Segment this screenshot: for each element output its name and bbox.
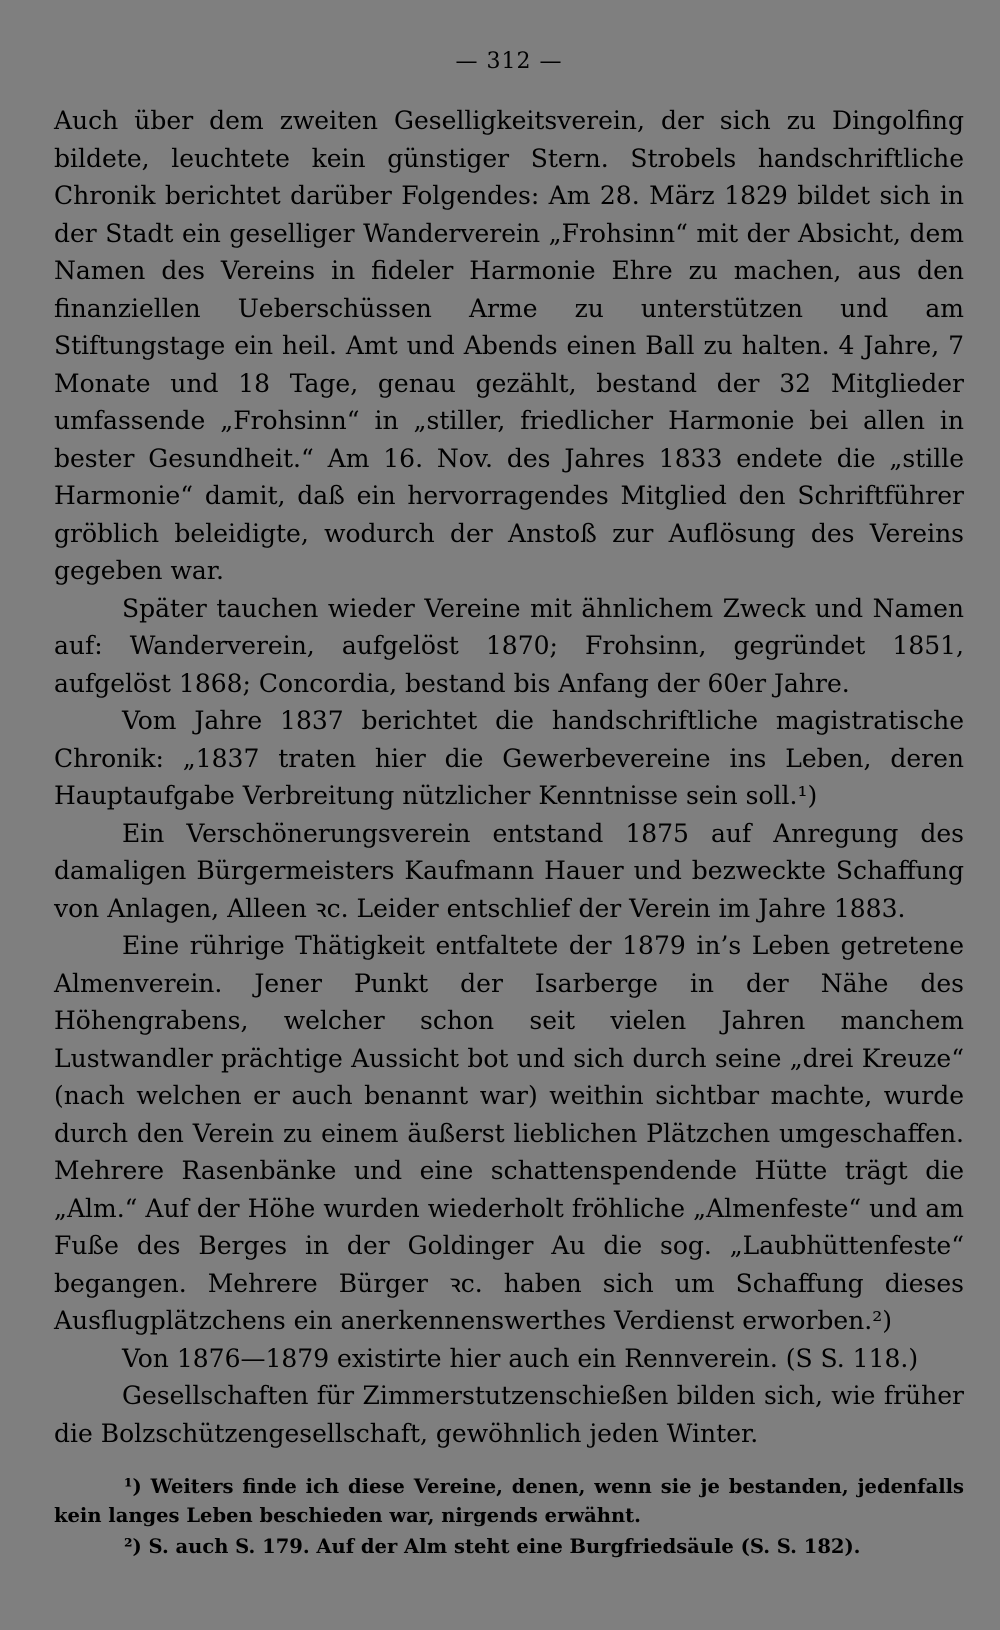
paragraph-gewerbevereine: Vom Jahre 1837 berichtet die handschriftliche magistratische Chronik: „1837 traten hier die Gewerbevereine ins Leben, deren Hauptaufgabe Verbreitung nützlicher Kenntnisse sein soll.¹)	[54, 706, 964, 810]
paragraph-zimmerstutzen: Gesellschaften für Zimmerstutzenschießen bilden sich, wie früher die Bolzschützengesellschaft, gewöhnlich jeden Winter.	[54, 1381, 964, 1448]
paragraph-later-societies: Später tauchen wieder Vereine mit ähnlichem Zweck und Namen auf: Wanderverein, aufgelöst 1870; Frohsinn, gegründet 1851, aufgelöst 1868; Concordia, bestand bis Anfang der 60er Jahre.	[54, 593, 964, 698]
paragraph-almenverein: Eine rührige Thätigkeit entfaltete der 1879 in’s Leben getretene Almenverein. Jener Punkt der Isarberge in der Nähe des Höhengrabens, welcher schon seit vielen Jahren manchem Lustwandler prächtige Aussicht bot und sich durch seine „drei Kreuze“ (nach welchen er auch benannt war) weithin sichtbar machte, wurde durch den Verein zu einem äußerst lieblichen Plätzchen umgeschaffen. Mehrere Rasenbänke und eine schattenspendende Hütte trägt die „Alm.“ Auf der Höhe wurden wiederholt fröhliche „Almenfeste“ und am Fuße des Berges in der Goldinger Au die sog. „Laubhüttenfeste“ begangen. Mehrere Bürger ꝛc. haben sich um Schaffung dieses Ausflugplätzchens ein anerkennenswerthes Verdienst erworben.²)	[54, 931, 964, 1335]
footnote-1: ¹) Weiters finde ich diese Vereine, denen, wenn sie je bestanden, jedenfalls kein langes Leben beschieden war, nirgends erwähnt.	[54, 1475, 964, 1527]
footnote-separator	[54, 1452, 964, 1472]
paragraph-rennverein: Von 1876—1879 existirte hier auch ein Rennverein. (S S. 118.)	[122, 1343, 919, 1373]
body-text	[54, 102, 964, 1452]
footnote-2: ²) S. auch S. 179. Auf der Alm steht eine Burgfriedsäule (S. S. 182).	[124, 1535, 861, 1558]
page-number: — 312 —	[455, 49, 563, 74]
footnotes	[54, 1472, 964, 1561]
paragraph-dingolfing-frohsinn: Auch über dem zweiten Geselligkeitsverein, der sich zu Dingolfing bildete, leuchtete kein günstiger Stern. Strobels handschriftliche Chronik berichtet darüber Folgendes: Am 28. März 1829 bildet sich in der Stadt ein geselliger Wanderverein „Frohsinn“ mit der Absicht, dem Namen des Vereins in fideler Harmonie Ehre zu machen, aus den finanziellen Ueberschüssen Arme zu unterstützen und am Stiftungstage ein heil. Amt und Abends einen Ball zu halten. 4 Jahre, 7 Monate und 18 Tage, genau gezählt, bestand der 32 Mitglieder umfassende „Frohsinn“ in „stiller, friedlicher Harmonie bei allen in bester Gesundheit.“ Am 16. Nov. des Jahres 1833 endete die „stille Harmonie“ damit, daß ein hervorragendes Mitglied den Schriftführer gröblich beleidigte, wodurch der Anstoß zur Auflösung des Vereins gegeben war.	[54, 106, 964, 585]
paragraph-verschoenerungsverein: Ein Verschönerungsverein entstand 1875 auf Anregung des damaligen Bürgermeisters Kaufmann Hauer und bezweckte Schaffung von Anlagen, Alleen ꝛc. Leider entschlief der Verein im Jahre 1883.	[54, 818, 964, 923]
